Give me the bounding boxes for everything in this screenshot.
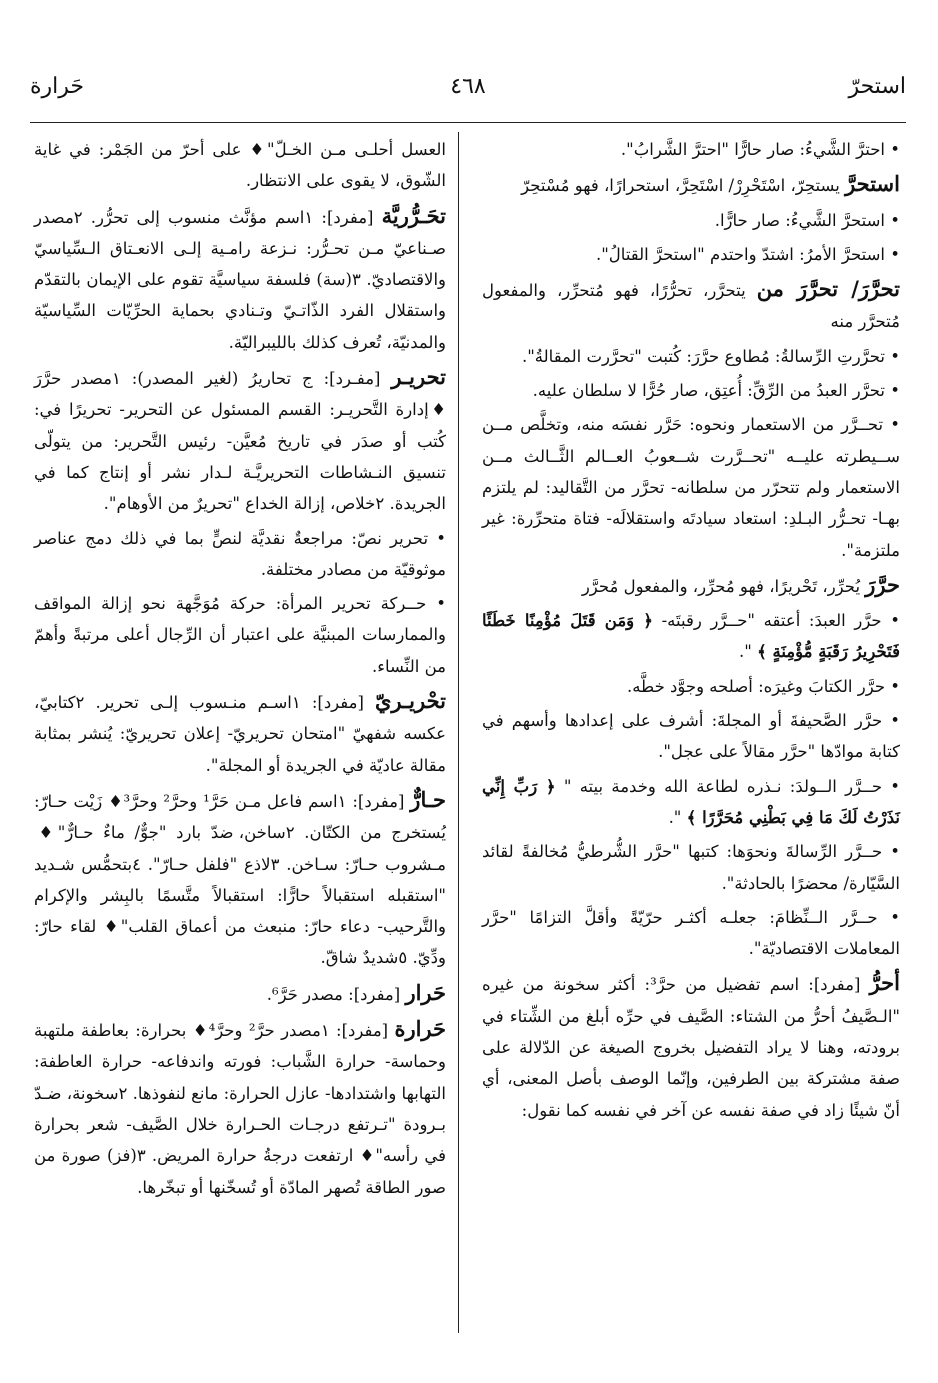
entry-headword: حَرارة [394,1016,446,1042]
dictionary-entry [482,771,900,834]
entry-headword: تحْريـريّ [374,688,446,714]
dictionary-entry [482,605,900,668]
dictionary-entry [482,967,900,1125]
dictionary-entry [34,200,446,358]
entry-text: • استحرَّ الأمرُ: اشتدّ واحتدم "استحرَّ القتالُ". [595,244,900,264]
dictionary-entry [34,523,446,586]
entry-text: يتحرَّر، تحرُّرًا، فهو مُتحرِّر، والمفعول مُتحرَّر منه [482,281,900,332]
dictionary-entry [482,902,900,965]
dictionary-entry [34,784,446,974]
dictionary-entry [482,836,900,899]
entry-headword: تحرَّرَ/ تحرَّرَ من [756,276,900,302]
dictionary-entry [482,409,900,565]
entry-text: [مفرد]: ١اسم مؤنَّث منسوب إلى تحرُّر. ٢مصدر صـناعيّ مـن تحـرُّر: نـزعة رامـية إلـى الانعـتاق الـسِّياسيّ والاقتصاديّ. ٣(سة) فلسفة سياسيَّة تقوم على الإيمان بالتقدّم واستقلال الفرد الذّاتـيّ وتـنادي بحماية الحرِّيّات السِّياسيّة والمدنيّة، تُعرف كذلك بالليبراليّة. [34,207,447,352]
guide-word-last: حَرارة [30,74,85,99]
entry-text: • حرَّر الكتابَ وغيرَه: أصلحه وجوَّد خطَّه. [626,676,900,696]
guide-word-first: استحرّ [848,74,906,99]
entry-text: • تحرير نصّ: مراجعةٌ نقديَّة لنصٍّ بما في ذلك دمج عناصر موثوقيّة من مصادر مختلفة. [34,528,446,579]
dictionary-entry [34,361,446,519]
entry-text: [مفـرد]: ج تحاريرُ (لغير المصدر): ١مصدر حرَّرَ ♦إدارة التَّحريـر: القسم المسئول عن التحرير- تحريرًا في: كُتب أو صدَر في تاريخ مُعيَّن- رئيس التَّحرير: من يتولّى تنسيق النـشاطات التحريريَّـة لـدار نشر أو إنتاج كما في الجريدة. ٢خلاص، إزالة الخداع "تحريرٌ من الأوهام". [34,369,446,514]
entry-headword: حَرار [405,979,446,1005]
entry-headword: تحَـرُّريَّة [381,202,446,228]
entry-text: • تحرَّرتِ الرِّسالةُ: مُطاوع حرَّرَ: كُتبت "تحرَّرت المقالةُ". [521,346,900,366]
entry-text: [مفرد]: ١اسم فاعل مـن حَرَّ¹ وحرَّ² وحرَّ³♦ زَيْت حـارّ: يُستخرج من الكتّان. ٢ساخن، ضدّ بارد "جوٌّ/ ماءٌ حـارٌّ"♦ مـشروب حـارّ: سـاخن. ٣لاذع "فلفل حـارّ". ٤بتحمُّس شـديد "استقبله استقبالاً حارًّا: استقبالاً متَّسمًا بالبِشر والإكرام والتَّرحيب- دعاء حارّ: منبعث من أعماق القلب"♦ لقاء حارّ: ودِّيّ. ٥شديدٌ شاقّ. [34,791,447,968]
entry-text: يُحرِّر، تَحْريرًا، فهو مُحرِّر، والمفعول مُحرَّر [581,576,866,596]
page-header [30,74,906,112]
entry-text: يستحِرّ، اسْتَحْرِرْ/ اسْتَحِرَّ، استحرارًا، فهو مُسْتحِرّ [521,176,846,196]
header-rule [30,122,906,123]
dictionary-entry [482,239,900,270]
left-column [34,134,446,1206]
entry-text: • تحــرَّر من الاستعمار ونحوه: حَرَّر نفسَه منه، وتخلَّص مــن ســيطرته عليــه "تحــرَّرت شــعوبُ العــالم الثَّــالث مــن الاستعمار ولم تتحرّر من سلطانه- تحرَّر من التَّقاليد: لم يلتزم بهـا- تحـرُّر البـلدِ: استعاد سيادتَه واستقلالَه- فتاة متحرِّرة: غير ملتزمة". [482,415,900,560]
entry-text: [مفرد]: ١اسـم منـسوب إلـى تحرير. ٢كتابيّ، عكسه شفهيّ "امتحان تحريريّ- إعلان تحريريّ: يُنشر بمثابة مقالة عاديّة في الجريدة أو المجلة". [34,693,446,775]
dictionary-entry [34,588,446,682]
entry-text: • حرَّر الصَّحيفةَ أو المجلةَ: أشرف على إعدادها وأسهم في كتابة موادّها "حرَّر مقالاً على عجل". [482,711,900,762]
dictionary-entry [482,205,900,236]
entry-text-tail: ". [738,642,758,662]
dictionary-entry [34,977,446,1010]
dictionary-entry [34,134,446,197]
entry-text: [مفرد]: اسم تفضيل من حرَّ³: أكثر سخونة من غيره "الـصَّيفُ أحرُّ من الشتاء: الصَّيف في حرِّه أبلغ من الشِّتاء في برودته، وهنا لا يراد التفضيل بخروج الصيغة عن الدّلالة على صفة مشتركة بين الطرفين، وإنّما الوصف بأصل المعنى، أي أنّ شيئًا زاد في صفة نفسه عن آخر في نفسه كما نقول: [482,975,900,1120]
entry-text: [مفرد]: ١مصدر حرَّ² وحرَّ⁴♦ بحرارة: بعاطفة ملتهبة وحماسة- حرارة الشَّباب: فورته واندفاعه- حرارة العاطفة: التهابها واشتدادها- عازل الحرارة: مانع لنفوذها. ٢سخونة، ضـدّ بـرودة "تـرتفع درجـات الحـرارة خلال الصَّيف- شعر بحرارة في رأسه"♦ ارتفعت درجةُ حرارة المريض. ٣(فز) صورة من صور الطاقة تُصهر المادّة أو تُسخّنها أو تبخّرها. [34,1021,447,1197]
dictionary-entry [482,375,900,406]
entry-headword: حـارٌّ [410,786,446,812]
entry-text: • احترَّ الشَّيءُ: صار حارًّا "احترَّ الشَّرابُ". [620,140,900,159]
dictionary-entry [482,671,900,702]
right-column [482,134,900,1129]
entry-text: • حــرَّر الــنِّظامَ: جعلـه أكثـر حرّيّةً وأقلَّ التزامًا "حرَّر المعاملات الاقتصاديّة". [482,907,900,959]
dictionary-entry [482,705,900,768]
entry-headword: تحريـر [391,364,446,390]
entry-text: العسل أحلـى مـن الخـلّ"♦ على أحرّ من الجَمْر: في غاية الشّوق، لا يقوى على الانتظار. [34,140,446,191]
entry-text: • حرَّر العبدَ: أعتقه "حــرَّر رقبتَه- [652,611,900,631]
entry-text: [مفرد]: مصدر حَرَّ⁶. [266,984,406,1004]
quran-verse: ﴿ وَمَن قَتَلَ مُؤْمِنًا خَطَئًا فَتَحْرِيرُ رَقَبَةٍ مُّؤْمِنَةٍ ﴾ [482,611,900,662]
entry-text-tail: ". [668,807,687,827]
entry-headword: أحرُّ [869,970,900,996]
page-number: ٤٦٨ [450,74,486,99]
entry-text: • حــركة تحرير المرأة: حركة مُوَجَّهة نحو إزالة المواقف والممارسات المبنيَّة على اعتبار أن الرِّجال أعلى مرتبةً وأهمّ من النِّساء. [34,594,446,676]
entry-text: • استحرَّ الشَّيءُ: صار حارًّا. [714,210,900,230]
entry-text: • تحرَّر العبدُ من الرِّقِّ: أُعتِق، صار حُرًّا لا سلطان عليه. [532,381,900,401]
dictionary-entry [482,569,900,602]
dictionary-entry [482,168,900,201]
column-divider [458,132,459,1333]
dictionary-entry [482,273,900,338]
entry-headword: حرَّرَ [865,571,900,597]
quran-verse: ﴿ رَبِّ إِنِّي نَذَرْتُ لَكَ مَا فِي بَطْنِي مُحَرَّرًا ﴾ [482,776,900,827]
entry-text: • حــرَّر الــولدَ: نـذره لطاعة الله وخدمة بيته " [555,776,901,796]
entry-text: • حــرَّر الرِّسالةَ ونحوَها: كتبها "حرَّر الشُّرطيُّ مُخالفةً لقائد السَّيّارة/ محضرًا بالحادثة". [482,842,900,893]
dictionary-entry [34,685,446,781]
dictionary-entry [482,134,900,165]
entry-headword: استحرَّ [845,171,900,197]
dictionary-entry [482,341,900,372]
dictionary-entry [34,1013,446,1203]
